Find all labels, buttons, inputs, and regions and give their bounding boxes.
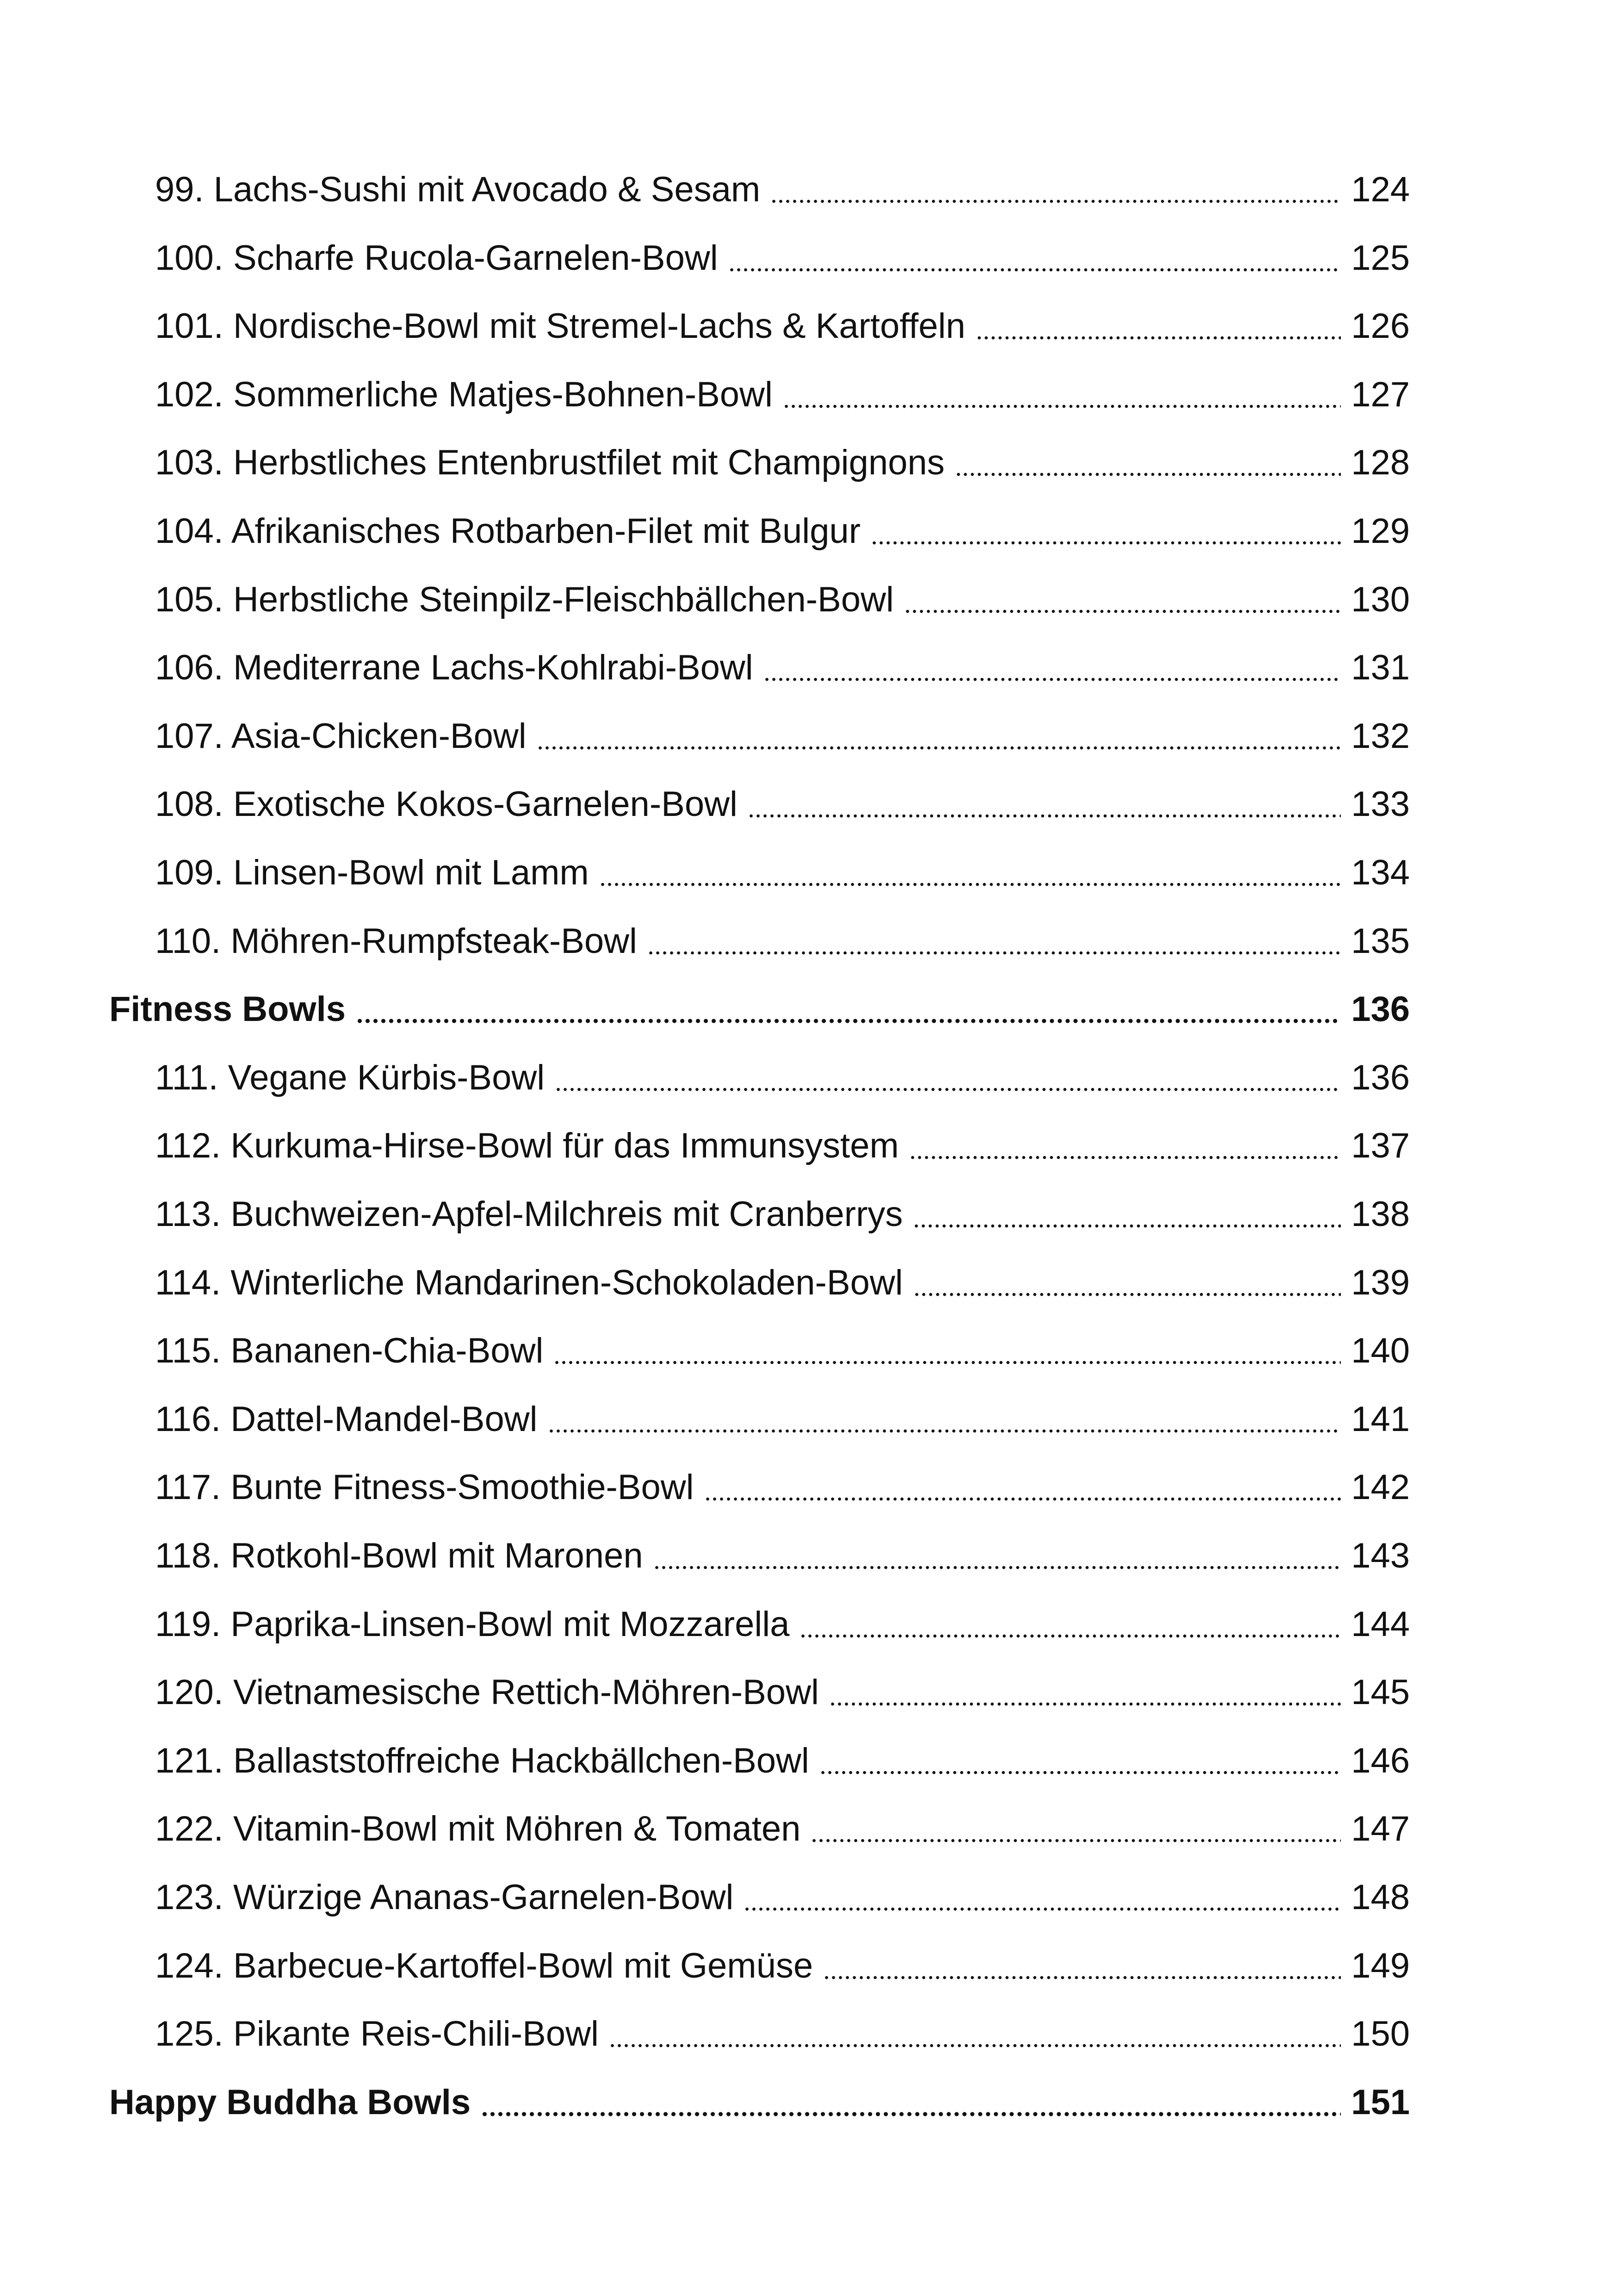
toc-entry-row[interactable] (155, 1394, 1410, 1445)
dot-leader (548, 1394, 1341, 1445)
toc-entry-row[interactable] (155, 1462, 1410, 1513)
toc-entry-row[interactable] (155, 437, 1410, 488)
toc-entry-title: 115. Bananen-Chia-Bowl (155, 1331, 544, 1370)
toc-page-number: 127 (1351, 375, 1410, 414)
toc-entry-title: 116. Dattel-Mandel-Bowl (155, 1400, 538, 1439)
toc-page-number: 135 (1351, 921, 1410, 961)
toc-entry-row[interactable] (155, 711, 1410, 762)
toc-page-number: 148 (1351, 1878, 1410, 1917)
dot-leader (763, 642, 1341, 693)
toc-entry-title: 100. Scharfe Rucola-Garnelen-Bowl (155, 238, 718, 278)
toc-entry-row[interactable] (155, 847, 1410, 898)
toc-entry-title: 117. Bunte Fitness-Smoothie-Bowl (155, 1468, 694, 1507)
dot-leader (829, 1667, 1341, 1718)
toc-entry-row[interactable] (155, 1599, 1410, 1650)
toc-section-title: Fitness Bowls (109, 989, 346, 1029)
dot-leader (744, 1872, 1341, 1923)
dot-leader (976, 301, 1341, 352)
toc-entry-row[interactable] (155, 506, 1410, 557)
toc-entry-row[interactable] (155, 1531, 1410, 1581)
toc-entry-row[interactable] (155, 1804, 1410, 1854)
toc-entry-title: 101. Nordische-Bowl mit Stremel-Lachs & Kartoffeln (155, 306, 966, 346)
toc-entry-title: 121. Ballaststoffreiche Hackbällchen-Bowl (155, 1741, 809, 1780)
toc-entry-row[interactable] (155, 2009, 1410, 2060)
toc-entry-row[interactable] (155, 369, 1410, 420)
toc-page-number: 142 (1351, 1468, 1410, 1507)
toc-section-row[interactable] (109, 2077, 1410, 2128)
dot-leader (800, 1599, 1341, 1650)
toc-entry-row[interactable] (155, 1120, 1410, 1171)
toc-entry-title: 103. Herbstliches Entenbrustfilet mit Champignons (155, 443, 945, 482)
dot-leader (819, 1736, 1341, 1786)
toc-entry-title: 122. Vitamin-Bowl mit Möhren & Tomaten (155, 1809, 801, 1848)
dot-leader (871, 506, 1341, 557)
toc-section-title: Happy Buddha Bowls (109, 2083, 471, 2122)
dot-leader (728, 233, 1341, 284)
toc-entry-title: 112. Kurkuma-Hirse-Bowl für das Immunsystem (155, 1126, 899, 1165)
toc-page-number: 137 (1351, 1126, 1410, 1165)
toc-entry-title: 119. Paprika-Linsen-Bowl mit Mozzarella (155, 1605, 790, 1644)
toc-page-number: 130 (1351, 580, 1410, 619)
toc-entry-title: 107. Asia-Chicken-Bowl (155, 716, 527, 756)
dot-leader (555, 1052, 1341, 1103)
toc-page-number: 151 (1351, 2083, 1410, 2122)
toc-page-number: 132 (1351, 716, 1410, 756)
toc-entry-title: 106. Mediterrane Lachs-Kohlrabi-Bowl (155, 648, 753, 687)
dot-leader (913, 1189, 1341, 1240)
toc-page-number: 147 (1351, 1809, 1410, 1848)
toc-entry-title: 114. Winterliche Mandarinen-Schokoladen-Bowl (155, 1263, 903, 1302)
dot-leader (770, 164, 1341, 215)
toc-entry-row[interactable] (155, 1257, 1410, 1308)
dot-leader (909, 1120, 1341, 1171)
toc-page-number: 125 (1351, 238, 1410, 278)
toc-entry-title: 111. Vegane Kürbis-Bowl (155, 1058, 545, 1097)
toc-page-number: 129 (1351, 511, 1410, 551)
toc-entry-title: 113. Buchweizen-Apfel-Milchreis mit Cranberrys (155, 1195, 903, 1234)
toc-entry-row[interactable] (155, 164, 1410, 215)
toc-entry-row[interactable] (155, 1941, 1410, 1991)
dot-leader (481, 2077, 1341, 2128)
dot-leader (647, 916, 1341, 967)
toc-entry-row[interactable] (155, 301, 1410, 352)
dot-leader (653, 1531, 1341, 1581)
toc-page-number: 138 (1351, 1195, 1410, 1234)
dot-leader (783, 369, 1341, 420)
dot-leader (704, 1462, 1341, 1513)
toc-entry-row[interactable] (155, 574, 1410, 625)
toc-entry-title: 110. Möhren-Rumpfsteak-Bowl (155, 921, 637, 961)
toc-entry-title: 125. Pikante Reis-Chili-Bowl (155, 2014, 599, 2053)
dot-leader (913, 1257, 1341, 1308)
toc-entry-title: 102. Sommerliche Matjes-Bohnen-Bowl (155, 375, 773, 414)
dot-leader (748, 779, 1341, 830)
toc-entry-title: 118. Rotkohl-Bowl mit Maronen (155, 1536, 643, 1575)
toc-page-number: 133 (1351, 784, 1410, 824)
toc-entry-row[interactable] (155, 779, 1410, 830)
toc-entry-title: 124. Barbecue-Kartoffel-Bowl mit Gemüse (155, 1946, 813, 1985)
dot-leader (537, 711, 1341, 762)
toc-page-number: 128 (1351, 443, 1410, 482)
dot-leader (823, 1941, 1341, 1991)
toc-page-number: 126 (1351, 306, 1410, 346)
toc-entry-title: 99. Lachs-Sushi mit Avocado & Sesam (155, 170, 761, 209)
dot-leader (599, 847, 1341, 898)
dot-leader (811, 1804, 1341, 1854)
toc-entry-row[interactable] (155, 1736, 1410, 1786)
toc-page-number: 136 (1351, 1058, 1410, 1097)
toc-page-number: 150 (1351, 2014, 1410, 2053)
toc-page-number: 131 (1351, 648, 1410, 687)
dot-leader (356, 984, 1341, 1035)
toc-entry-row[interactable] (155, 1325, 1410, 1376)
dot-leader (553, 1325, 1341, 1376)
toc-entry-row[interactable] (155, 916, 1410, 967)
toc-entry-row[interactable] (155, 1667, 1410, 1718)
dot-leader (904, 574, 1341, 625)
toc-entry-title: 108. Exotische Kokos-Garnelen-Bowl (155, 784, 738, 824)
toc-page-number: 134 (1351, 853, 1410, 892)
toc-entry-title: 109. Linsen-Bowl mit Lamm (155, 853, 589, 892)
toc-page-number: 139 (1351, 1263, 1410, 1302)
toc-entry-row[interactable] (155, 1872, 1410, 1923)
toc-entry-title: 105. Herbstliche Steinpilz-Fleischbällchen-Bowl (155, 580, 894, 619)
toc-page-number: 141 (1351, 1400, 1410, 1439)
toc-entry-row[interactable] (155, 1052, 1410, 1103)
dot-leader (609, 2009, 1341, 2060)
toc-page-number: 149 (1351, 1946, 1410, 1985)
toc-entry-row[interactable] (155, 1189, 1410, 1240)
toc-entry-title: 104. Afrikanisches Rotbarben-Filet mit Bulgur (155, 511, 861, 551)
toc-page-number: 124 (1351, 170, 1410, 209)
toc-page-number: 146 (1351, 1741, 1410, 1780)
toc-page-number: 143 (1351, 1536, 1410, 1575)
toc-page-number: 145 (1351, 1673, 1410, 1712)
dot-leader (955, 437, 1341, 488)
toc-page-number: 144 (1351, 1605, 1410, 1644)
toc-entry-row[interactable] (155, 233, 1410, 284)
toc-entry-title: 120. Vietnamesische Rettich-Möhren-Bowl (155, 1673, 819, 1712)
toc-page-number: 136 (1351, 989, 1410, 1029)
toc-entry-row[interactable] (155, 642, 1410, 693)
toc-page-number: 140 (1351, 1331, 1410, 1370)
toc-section-row[interactable] (109, 984, 1410, 1035)
toc-entry-title: 123. Würzige Ananas-Garnelen-Bowl (155, 1878, 734, 1917)
